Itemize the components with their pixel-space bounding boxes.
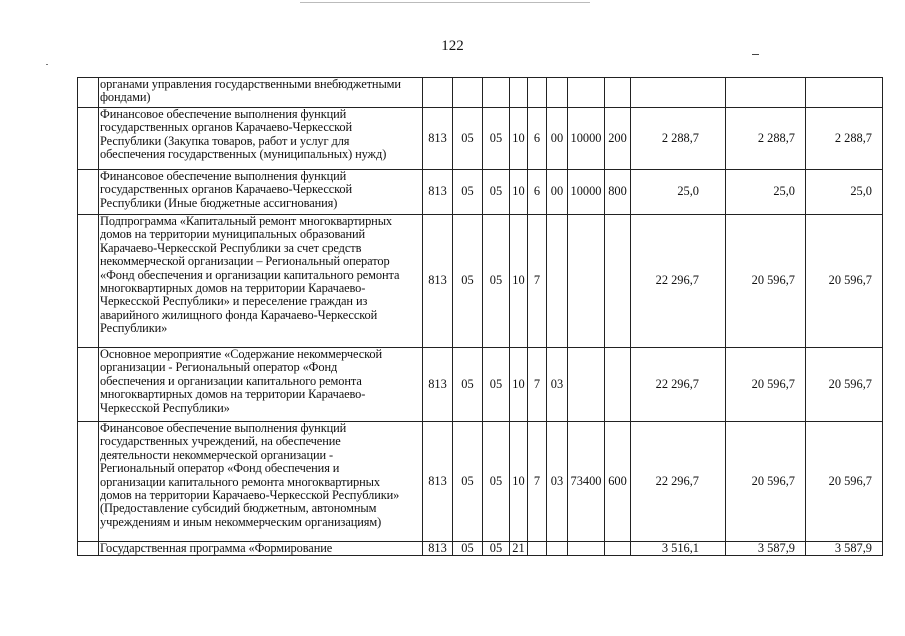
- cell-target-article-subprogram: [528, 542, 547, 556]
- cell-target-article-subprogram: 6: [528, 170, 547, 215]
- cell-section: 05: [453, 170, 483, 215]
- cell-target-article-program: 10: [510, 108, 528, 170]
- cell-target-article-event: 03: [547, 422, 568, 542]
- cell-target-article-program: [510, 78, 528, 108]
- cell-section: 05: [453, 108, 483, 170]
- description-line: многоквартирных домов на территории Карачаево-: [100, 281, 366, 296]
- cell-section: 05: [453, 348, 483, 422]
- description-line: Государственная программа «Формирование: [100, 541, 333, 555]
- cell-description: [99, 108, 423, 170]
- cell-description: [99, 348, 423, 422]
- cell-section: 05: [453, 215, 483, 348]
- cell-target-article-subprogram: 7: [528, 215, 547, 348]
- cell-amount-year-1: 3 516,1: [631, 542, 726, 556]
- cell-target-article-program: 21: [510, 542, 528, 556]
- cell-subsection: 05: [483, 108, 510, 170]
- cell-grbs: 813: [423, 348, 453, 422]
- description-line: Финансовое обеспечение выполнения функций: [100, 421, 347, 435]
- cell-description: [99, 170, 423, 215]
- description-line: Республики (Закупка товаров, работ и услуг для: [100, 133, 350, 148]
- cell-amount-year-2: 25,0: [726, 170, 806, 215]
- cell-grbs: 813: [423, 108, 453, 170]
- description-line: Черкесской Республики» и переселение граждан из: [100, 294, 368, 309]
- cell-target-article-subprogram: [528, 78, 547, 108]
- description-line: фондами): [100, 90, 151, 105]
- table-row: [78, 78, 883, 108]
- table-row: [78, 422, 883, 542]
- scan-mark: [46, 64, 48, 65]
- cell-target-article-program: 10: [510, 170, 528, 215]
- cell-expense-type: [605, 215, 631, 348]
- cell-target-article-event: 03: [547, 348, 568, 422]
- cell-amount-year-2: [726, 78, 806, 108]
- cell-spacer: [78, 215, 99, 348]
- cell-target-article-direction: 10000: [568, 170, 605, 215]
- cell-amount-year-2: 3 587,9: [726, 542, 806, 556]
- description-line: аварийного жилищного фонда Карачаево-Черкесской: [100, 307, 378, 322]
- page-number: 122: [441, 38, 464, 54]
- cell-spacer: [78, 108, 99, 170]
- cell-amount-year-1: 22 296,7: [631, 215, 726, 348]
- cell-grbs: 813: [423, 422, 453, 542]
- cell-amount-year-3: 3 587,9: [806, 542, 883, 556]
- description-line: «Фонд обеспечения и организации капитального ремонта: [100, 267, 400, 282]
- description-line: Финансовое обеспечение выполнения функций: [100, 169, 347, 183]
- description-line: домов на территории муниципальных образований: [100, 227, 366, 242]
- cell-description: [99, 422, 423, 542]
- cell-amount-year-3: 20 596,7: [806, 422, 883, 542]
- cell-target-article-event: 00: [547, 170, 568, 215]
- cell-description: [99, 542, 423, 556]
- cell-expense-type: [605, 78, 631, 108]
- cell-target-article-direction: [568, 78, 605, 108]
- cell-target-article-direction: [568, 542, 605, 556]
- cell-grbs: [423, 78, 453, 108]
- cell-target-article-direction: [568, 348, 605, 422]
- description-line: Карачаево-Черкесской Республики за счет средств: [100, 240, 362, 255]
- description-line: Республики (Иные бюджетные ассигнования): [100, 195, 338, 210]
- cell-amount-year-3: 20 596,7: [806, 348, 883, 422]
- description-line: Черкесской Республики»: [100, 400, 230, 415]
- cell-spacer: [78, 542, 99, 556]
- cell-target-article-subprogram: 7: [528, 348, 547, 422]
- cell-subsection: 05: [483, 542, 510, 556]
- cell-description: [99, 215, 423, 348]
- scan-top-line: [300, 2, 590, 3]
- description-line: государственных органов Карачаево-Черкесской: [100, 182, 353, 197]
- cell-amount-year-3: 20 596,7: [806, 215, 883, 348]
- cell-target-article-event: 00: [547, 108, 568, 170]
- cell-grbs: 813: [423, 215, 453, 348]
- cell-amount-year-1: 25,0: [631, 170, 726, 215]
- cell-section: 05: [453, 422, 483, 542]
- cell-amount-year-1: 2 288,7: [631, 108, 726, 170]
- cell-expense-type: 800: [605, 170, 631, 215]
- cell-expense-type: 600: [605, 422, 631, 542]
- cell-section: [453, 78, 483, 108]
- cell-target-article-subprogram: 7: [528, 422, 547, 542]
- cell-grbs: 813: [423, 170, 453, 215]
- cell-target-article-event: [547, 215, 568, 348]
- description-line: Республики»: [100, 321, 168, 336]
- cell-amount-year-1: 22 296,7: [631, 348, 726, 422]
- cell-amount-year-2: 20 596,7: [726, 422, 806, 542]
- description-line: обеспечения государственных (муниципальных) нужд): [100, 147, 387, 162]
- cell-section: 05: [453, 542, 483, 556]
- scan-mark: [752, 54, 759, 55]
- table-row: [78, 170, 883, 215]
- description-line: Основное мероприятие «Содержание некоммерческой: [100, 347, 383, 361]
- cell-spacer: [78, 170, 99, 215]
- description-line: Региональный оператор «Фонд обеспечения и: [100, 461, 340, 476]
- description-line: обеспечения и организации капитального ремонта: [100, 373, 362, 388]
- cell-target-article-program: 10: [510, 348, 528, 422]
- description-line: домов на территории Карачаево-Черкесской Республики»: [100, 488, 400, 503]
- cell-target-article-event: [547, 542, 568, 556]
- cell-expense-type: [605, 348, 631, 422]
- description-line: Подпрограмма «Капитальный ремонт многоквартирных: [100, 214, 393, 228]
- cell-target-article-program: 10: [510, 215, 528, 348]
- cell-amount-year-3: 25,0: [806, 170, 883, 215]
- cell-amount-year-2: 20 596,7: [726, 215, 806, 348]
- cell-target-article-direction: 10000: [568, 108, 605, 170]
- description-line: государственных органов Карачаево-Черкесской: [100, 120, 353, 135]
- cell-subsection: 05: [483, 348, 510, 422]
- table-row: [78, 542, 883, 556]
- description-line: Финансовое обеспечение выполнения функций: [100, 107, 347, 121]
- table-row: [78, 108, 883, 170]
- cell-subsection: 05: [483, 215, 510, 348]
- cell-amount-year-3: 2 288,7: [806, 108, 883, 170]
- description-line: государственных учреждений, на обеспечение: [100, 434, 341, 449]
- cell-target-article-direction: [568, 215, 605, 348]
- cell-expense-type: 200: [605, 108, 631, 170]
- table-row: [78, 215, 883, 348]
- description-line: организации капитального ремонта многоквартирных: [100, 474, 380, 489]
- table-row: [78, 348, 883, 422]
- cell-subsection: [483, 78, 510, 108]
- description-line: организации - Региональный оператор «Фонд: [100, 360, 338, 375]
- cell-spacer: [78, 348, 99, 422]
- description-line: органами управления государственными внебюджетными: [100, 77, 401, 91]
- cell-amount-year-3: [806, 78, 883, 108]
- cell-subsection: 05: [483, 170, 510, 215]
- cell-spacer: [78, 422, 99, 542]
- cell-amount-year-1: 22 296,7: [631, 422, 726, 542]
- cell-spacer: [78, 78, 99, 108]
- cell-amount-year-1: [631, 78, 726, 108]
- cell-amount-year-2: 20 596,7: [726, 348, 806, 422]
- cell-expense-type: [605, 542, 631, 556]
- cell-target-article-subprogram: 6: [528, 108, 547, 170]
- cell-target-article-direction: 73400: [568, 422, 605, 542]
- description-line: (Предоставление субсидий бюджетным, автономным: [100, 501, 377, 516]
- cell-description: [99, 78, 423, 108]
- description-line: некоммерческой организации – Региональный оператор: [100, 254, 390, 269]
- description-line: деятельности некоммерческой организации -: [100, 447, 334, 462]
- cell-subsection: 05: [483, 422, 510, 542]
- cell-target-article-program: 10: [510, 422, 528, 542]
- cell-target-article-event: [547, 78, 568, 108]
- description-line: учреждениям и иным некоммерческим организациям): [100, 514, 382, 529]
- cell-grbs: 813: [423, 542, 453, 556]
- description-line: многоквартирных домов на территории Карачаево-: [100, 387, 366, 402]
- budget-table: [77, 77, 883, 556]
- cell-amount-year-2: 2 288,7: [726, 108, 806, 170]
